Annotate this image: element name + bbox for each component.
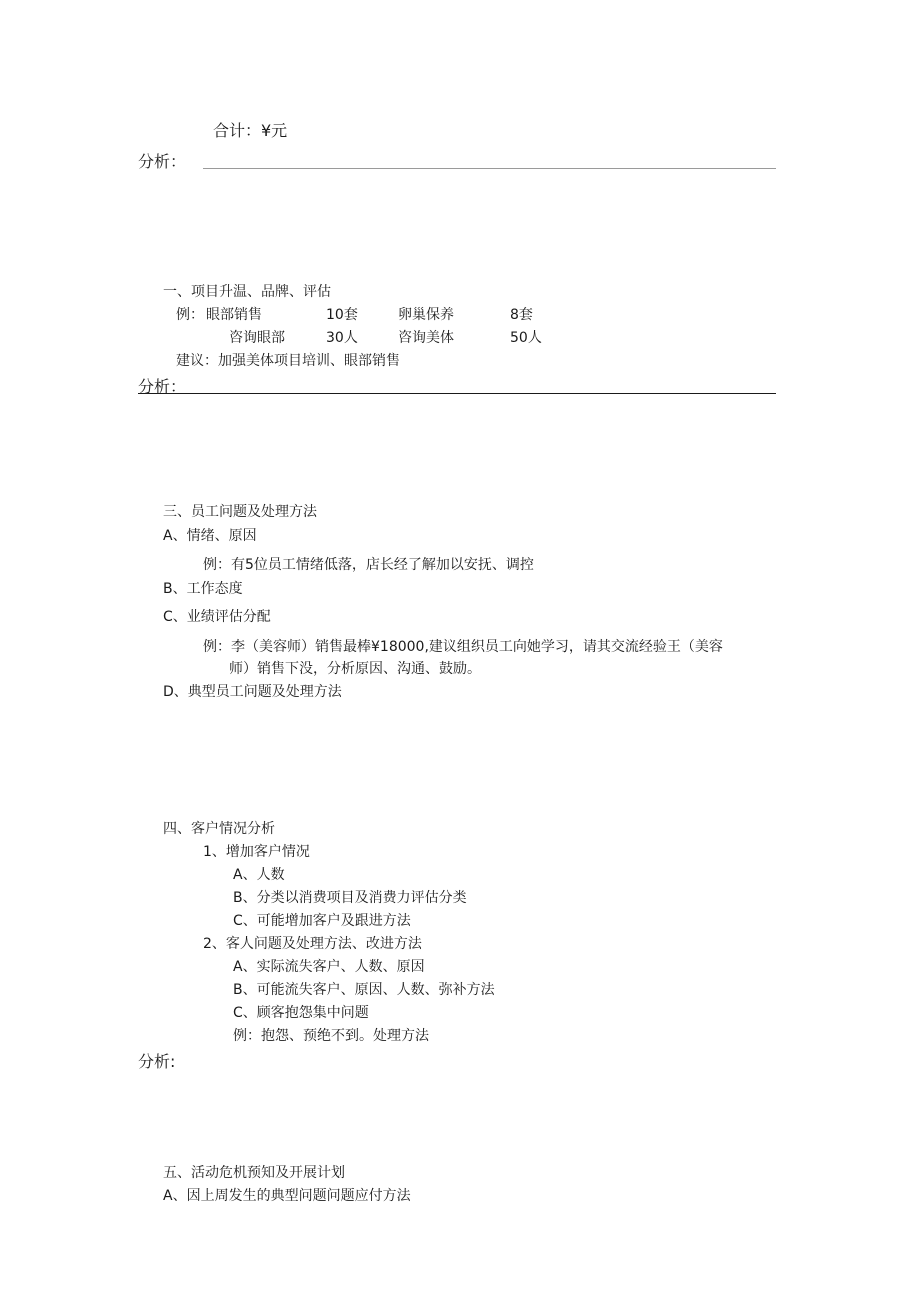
list-item: B、分类以消费项目及消费力评估分类 <box>233 890 467 906</box>
analysis-blank-line <box>203 168 776 169</box>
list-item: C、可能增加客户及跟进方法 <box>233 913 411 929</box>
example-prefix: 例： <box>176 307 204 323</box>
section-title: 五、活动危机预知及开展计划 <box>163 1165 345 1181</box>
sales-item-name: 眼部销售 <box>206 307 262 323</box>
section-title: 一、项目升温、品牌、评估 <box>163 284 331 300</box>
sales-item-value: 8套 <box>510 307 533 323</box>
list-item: C、业绩评估分配 <box>163 609 271 625</box>
list-item: B、工作态度 <box>163 581 243 597</box>
consult-item-name: 咨询眼部 <box>229 330 285 346</box>
section-title: 四、客户情况分析 <box>163 821 275 837</box>
subsection-title: 2、客人问题及处理方法、改进方法 <box>203 936 422 952</box>
list-item: A、实际流失客户、人数、原因 <box>233 959 425 975</box>
consult-item-value: 50人 <box>510 330 542 346</box>
sales-item-value: 10套 <box>326 307 358 323</box>
list-item: A、情绪、原因 <box>163 528 257 544</box>
list-item: A、因上周发生的典型问题问题应付方法 <box>163 1188 411 1204</box>
suggestion-text: 建议：加强美体项目培训、眼部销售 <box>176 353 400 369</box>
example-text: 例：抱怨、预绝不到。处理方法 <box>233 1028 429 1044</box>
sales-item-name: 卵巢保养 <box>398 307 454 323</box>
analysis-label: 分析： <box>138 377 187 396</box>
list-item: A、人数 <box>233 867 285 883</box>
section-title: 三、员工问题及处理方法 <box>163 504 317 520</box>
example-text: 例：李（美容师）销售最棒¥18000,建议组织员工向她学习，请其交流经验王（美容 <box>203 639 723 655</box>
list-item: C、顾客抱怨集中问题 <box>233 1005 369 1021</box>
example-text: 例：有5位员工情绪低落，店长经了解加以安抚、调控 <box>203 557 534 573</box>
list-item: B、可能流失客户、原因、人数、弥补方法 <box>233 982 495 998</box>
analysis-label: 分析: <box>138 1052 176 1071</box>
total-line: 合计：¥元 <box>213 121 288 140</box>
consult-item-name: 咨询美体 <box>398 330 454 346</box>
list-item: D、典型员工问题及处理方法 <box>163 684 342 700</box>
analysis-blank-line <box>138 393 776 394</box>
analysis-label: 分析： <box>138 152 187 171</box>
subsection-title: 1、增加客户情况 <box>203 844 310 860</box>
example-text: 师）销售下没，分析原因、沟通、鼓励。 <box>229 661 481 677</box>
consult-item-value: 30人 <box>326 330 358 346</box>
